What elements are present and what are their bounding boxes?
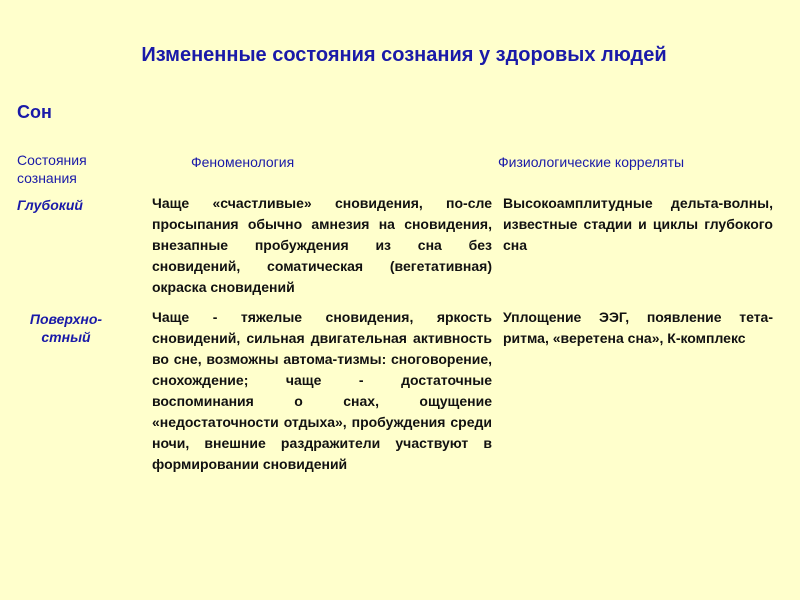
header-physiology: Физиологические корреляты bbox=[498, 154, 685, 170]
slide-title: Измененные состояния сознания у здоровых людей bbox=[141, 44, 667, 66]
header-states: Состояния сознания bbox=[17, 152, 87, 186]
state-label-surface: Поверхно-стный bbox=[29, 311, 103, 345]
phenomenology-cell: Чаще - тяжелые сновидения, яркость сновидений, сильная двигательная активность во сне, возможны автома-тизмы: сноговорение, снохождение; чаще - достаточные воспоминания о снах, ощущение «недостаточности отдыха», пробуждения среди ночи, внешние раздражители участвуют в формировании сновидений bbox=[152, 309, 492, 472]
section-title: Сон bbox=[17, 102, 52, 122]
header-phenomenology: Феноменология bbox=[191, 154, 295, 170]
state-label-deep: Глубокий bbox=[17, 197, 83, 213]
physiology-cell: Уплощение ЭЭГ, появление тета-ритма, «веретена сна», К-комплекс bbox=[503, 309, 773, 346]
physiology-cell: Высокоамплитудные дельта-волны, известные стадии и циклы глубокого сна bbox=[503, 195, 773, 253]
phenomenology-cell: Чаще «счастливые» сновидения, по-сле просыпания обычно амнезия на сновидения, внезапные пробуждения из сна без сновидений, соматическая (вегетативная) окраска сновидений bbox=[152, 195, 492, 295]
